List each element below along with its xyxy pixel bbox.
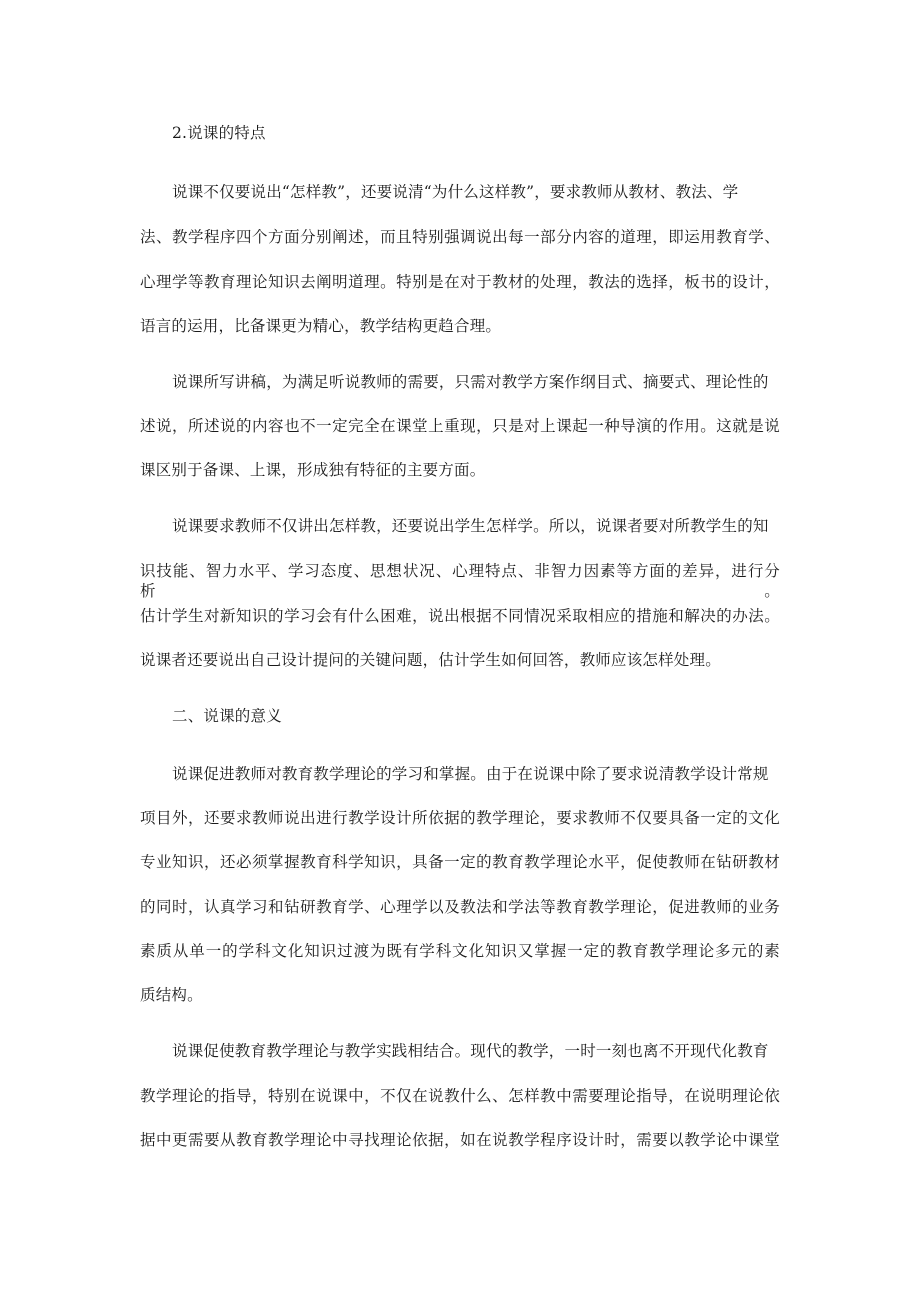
- paragraph-line: 说课不仅要说出“怎样教”，还要说清“为什么这样教”，要求教师从教材、教法、学: [172, 183, 739, 201]
- paragraph-line: 课区别于备课、上课，形成独有特征的主要方面。: [140, 461, 486, 479]
- paragraph-line: 质结构。: [140, 986, 203, 1004]
- paragraph-line: 说课促进教师对教育教学理论的学习和掌握。由于在说课中除了要求说清教学设计常规: [172, 765, 769, 783]
- paragraph-line: 说课所写讲稿，为满足听说教师的需要，只需对教学方案作纲目式、摘要式、理论性的: [172, 373, 769, 391]
- paragraph-line: 述说，所述说的内容也不一定完全在课堂上重现，只是对上课起一种导演的作用。这就是说: [140, 417, 780, 435]
- paragraph-line: 识技能、智力水平、学习态度、思想状况、心理特点、非智力因素等方面的差异，进行分析。: [140, 562, 780, 600]
- paragraph-line: 说课者还要说出自己设计提问的关键问题，估计学生如何回答，教师应该怎样处理。: [140, 651, 721, 669]
- paragraph-line: 的同时，认真学习和钻研教育学、心理学以及教法和学法等教育教学理论，促进教师的业务: [140, 898, 780, 916]
- paragraph-line: 说课要求教师不仅讲出怎样教，还要说出学生怎样学。所以，说课者要对所教学生的知: [172, 517, 769, 535]
- paragraph-line: 素质从单一的学科文化知识过渡为既有学科文化知识又掌握一定的教育教学理论多元的素: [140, 942, 780, 960]
- paragraph-line: 语言的运用，比备课更为精心，教学结构更趋合理。: [140, 317, 502, 335]
- paragraph-line: 教学理论的指导，特别在说课中，不仅在说教什么、怎样教中需要理论指导，在说明理论依: [140, 1087, 780, 1105]
- section-heading: 二、说课的意义: [172, 707, 282, 725]
- section-heading: 2.说课的特点: [172, 124, 266, 142]
- paragraph-line: 法、教学程序四个方面分别阐述，而且特别强调说出每一部分内容的道理，即运用教育学、: [140, 228, 780, 246]
- paragraph-line: 心理学等教育理论知识去阐明道理。特别是在对于教材的处理，教法的选择，板书的设计，: [140, 273, 780, 291]
- paragraph-line: 估计学生对新知识的学习会有什么困难，说出根据不同情况采取相应的措施和解决的办法。: [140, 607, 780, 625]
- paragraph-line: 项目外，还要求教师说出进行教学设计所依据的教学理论，要求教师不仅要具备一定的文化: [140, 809, 780, 827]
- paragraph-line: 专业知识，还必须掌握教育科学知识，具备一定的教育教学理论水平，促使教师在钻研教材: [140, 853, 780, 871]
- paragraph-line: 说课促使教育教学理论与教学实践相结合。现代的教学，一时一刻也离不开现代化教育: [172, 1042, 769, 1060]
- paragraph-line: 据中更需要从教育教学理论中寻找理论依据，如在说教学程序设计时，需要以教学论中课堂: [140, 1131, 780, 1149]
